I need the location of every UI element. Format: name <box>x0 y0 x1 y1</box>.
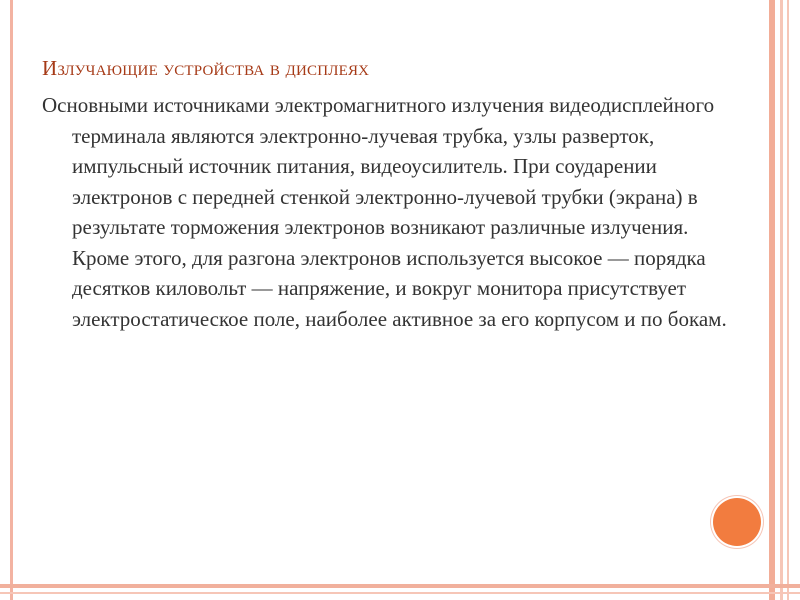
slide-title: Излучающие устройства в дисплеях <box>42 56 370 80</box>
frame-right-line-outer <box>769 0 775 600</box>
decorative-circle-icon <box>713 498 761 546</box>
slide-body-text: Основными источниками электромагнитного излучения видеодисплейного терминала являются электронно-лучевая трубка, узлы разверток, импульсный источник питания, видеоусилитель. При соударении электронов с передней стенкой электронно-лучевой трубки (экрана) в результате торможения электронов возникают различные излучения. Кроме этого, для разгона электронов используется высокое — порядка десятков киловольт — напряжение, и вокруг монитора присутствует электростатическое поле, наиболее активное за его корпусом и по бокам. <box>42 93 727 331</box>
frame-right-line-inner <box>787 0 789 600</box>
frame-bottom-line <box>0 584 800 588</box>
slide-content <box>42 54 742 334</box>
frame-left-line <box>10 0 13 600</box>
frame-right-line-middle <box>780 0 783 600</box>
frame-bottom-line-thin <box>0 592 800 594</box>
